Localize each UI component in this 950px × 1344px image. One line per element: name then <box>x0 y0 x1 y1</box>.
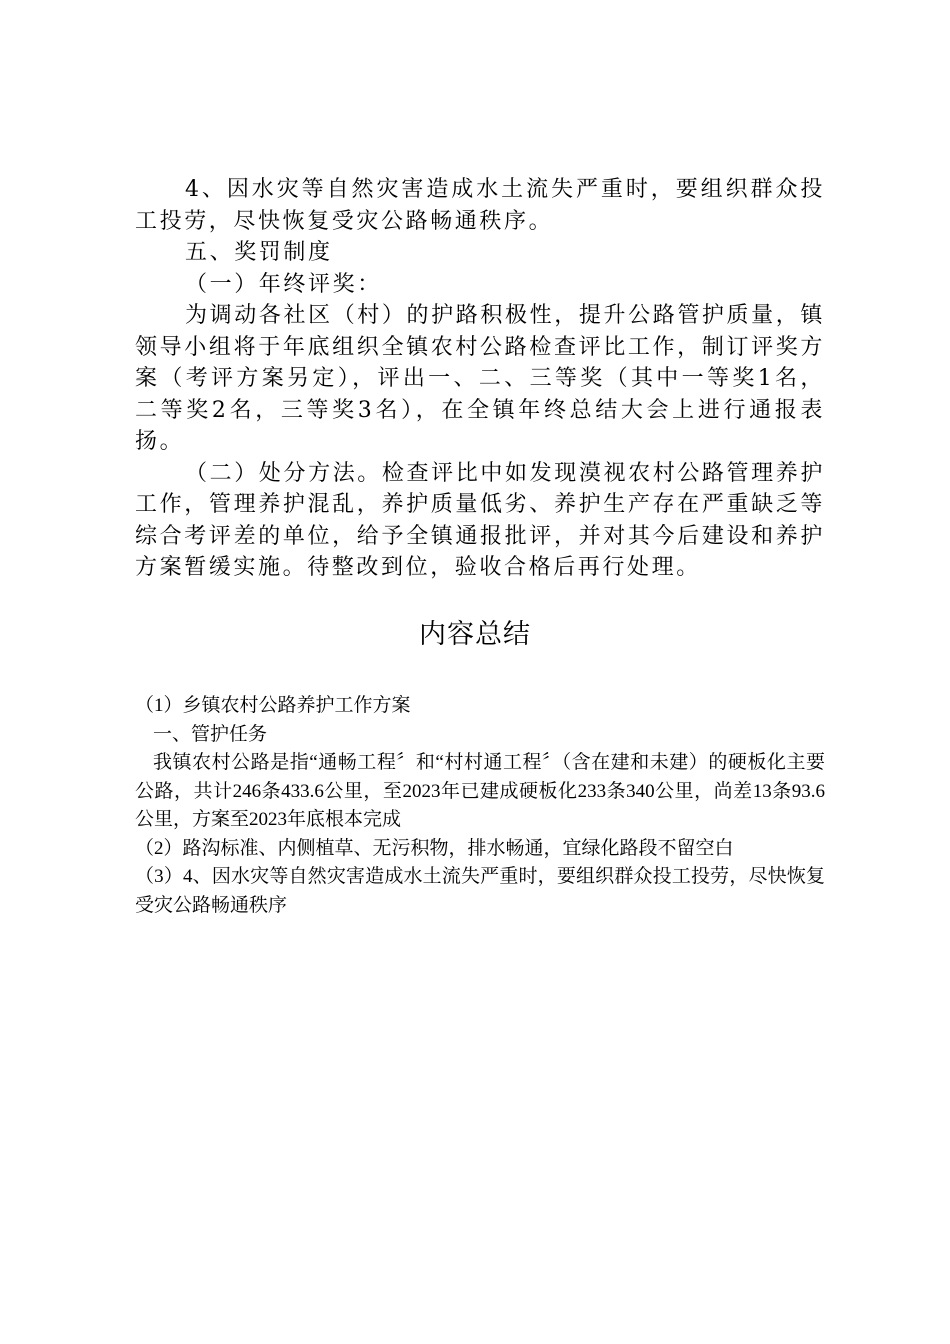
summary-title: 内容总结 <box>419 619 531 650</box>
summary-item: （3）4、因水灾等自然灾害造成水土流失严重时，要组织群众投工投劳，尽快恢复受灾公路畅通秩序 <box>135 866 825 916</box>
summary-item: （1）乡镇农村公路养护工作方案 <box>135 695 411 716</box>
paragraph-penalty-method: （二）处分方法。检查评比中如发现漠视农村公路管理养护工作，管理养护混乱，养护质量低劣、养护生产存在严重缺乏等综合考评差的单位，给予全镇通报批评，并对其今后建设和养护方案暂缓实施。待整改到位，验收合格后再行处理。 <box>135 460 825 580</box>
subsection-heading-annual-awards: （一）年终评奖： <box>185 271 382 297</box>
summary-item: 一、管护任务 <box>153 723 268 745</box>
summary-body <box>135 692 825 920</box>
paragraph-disaster-recovery: 4、因水灾等自然灾害造成水土流失严重时，要组织群众投工投劳，尽快恢复受灾公路畅通秩序。 <box>135 177 825 234</box>
section-heading-rewards-penalties: 五、奖罚制度 <box>185 240 333 265</box>
summary-item: （2）路沟标准、内侧植草、无污积物，排水畅通，宜绿化路段不留空白 <box>135 837 734 859</box>
main-body-text <box>135 174 825 584</box>
paragraph-annual-awards: 为调动各社区（村）的护路积极性，提升公路管护质量，镇领导小组将于年底组织全镇农村公路检查评比工作，制订评奖方案（考评方案另定），评出一、二、三等奖（其中一等奖1名，二等奖2名，三等奖3名），在全镇年终总结大会上进行通报表扬。 <box>135 303 825 454</box>
summary-item: 我镇农村公路是指“通畅工程〞和“村村通工程〞（含在建和未建）的硬板化主要公路，共计246条433.6公里，至2023年已建成硬板化233条340公里，尚差13条93.6公里，方案至2023年底根本完成 <box>135 752 825 830</box>
